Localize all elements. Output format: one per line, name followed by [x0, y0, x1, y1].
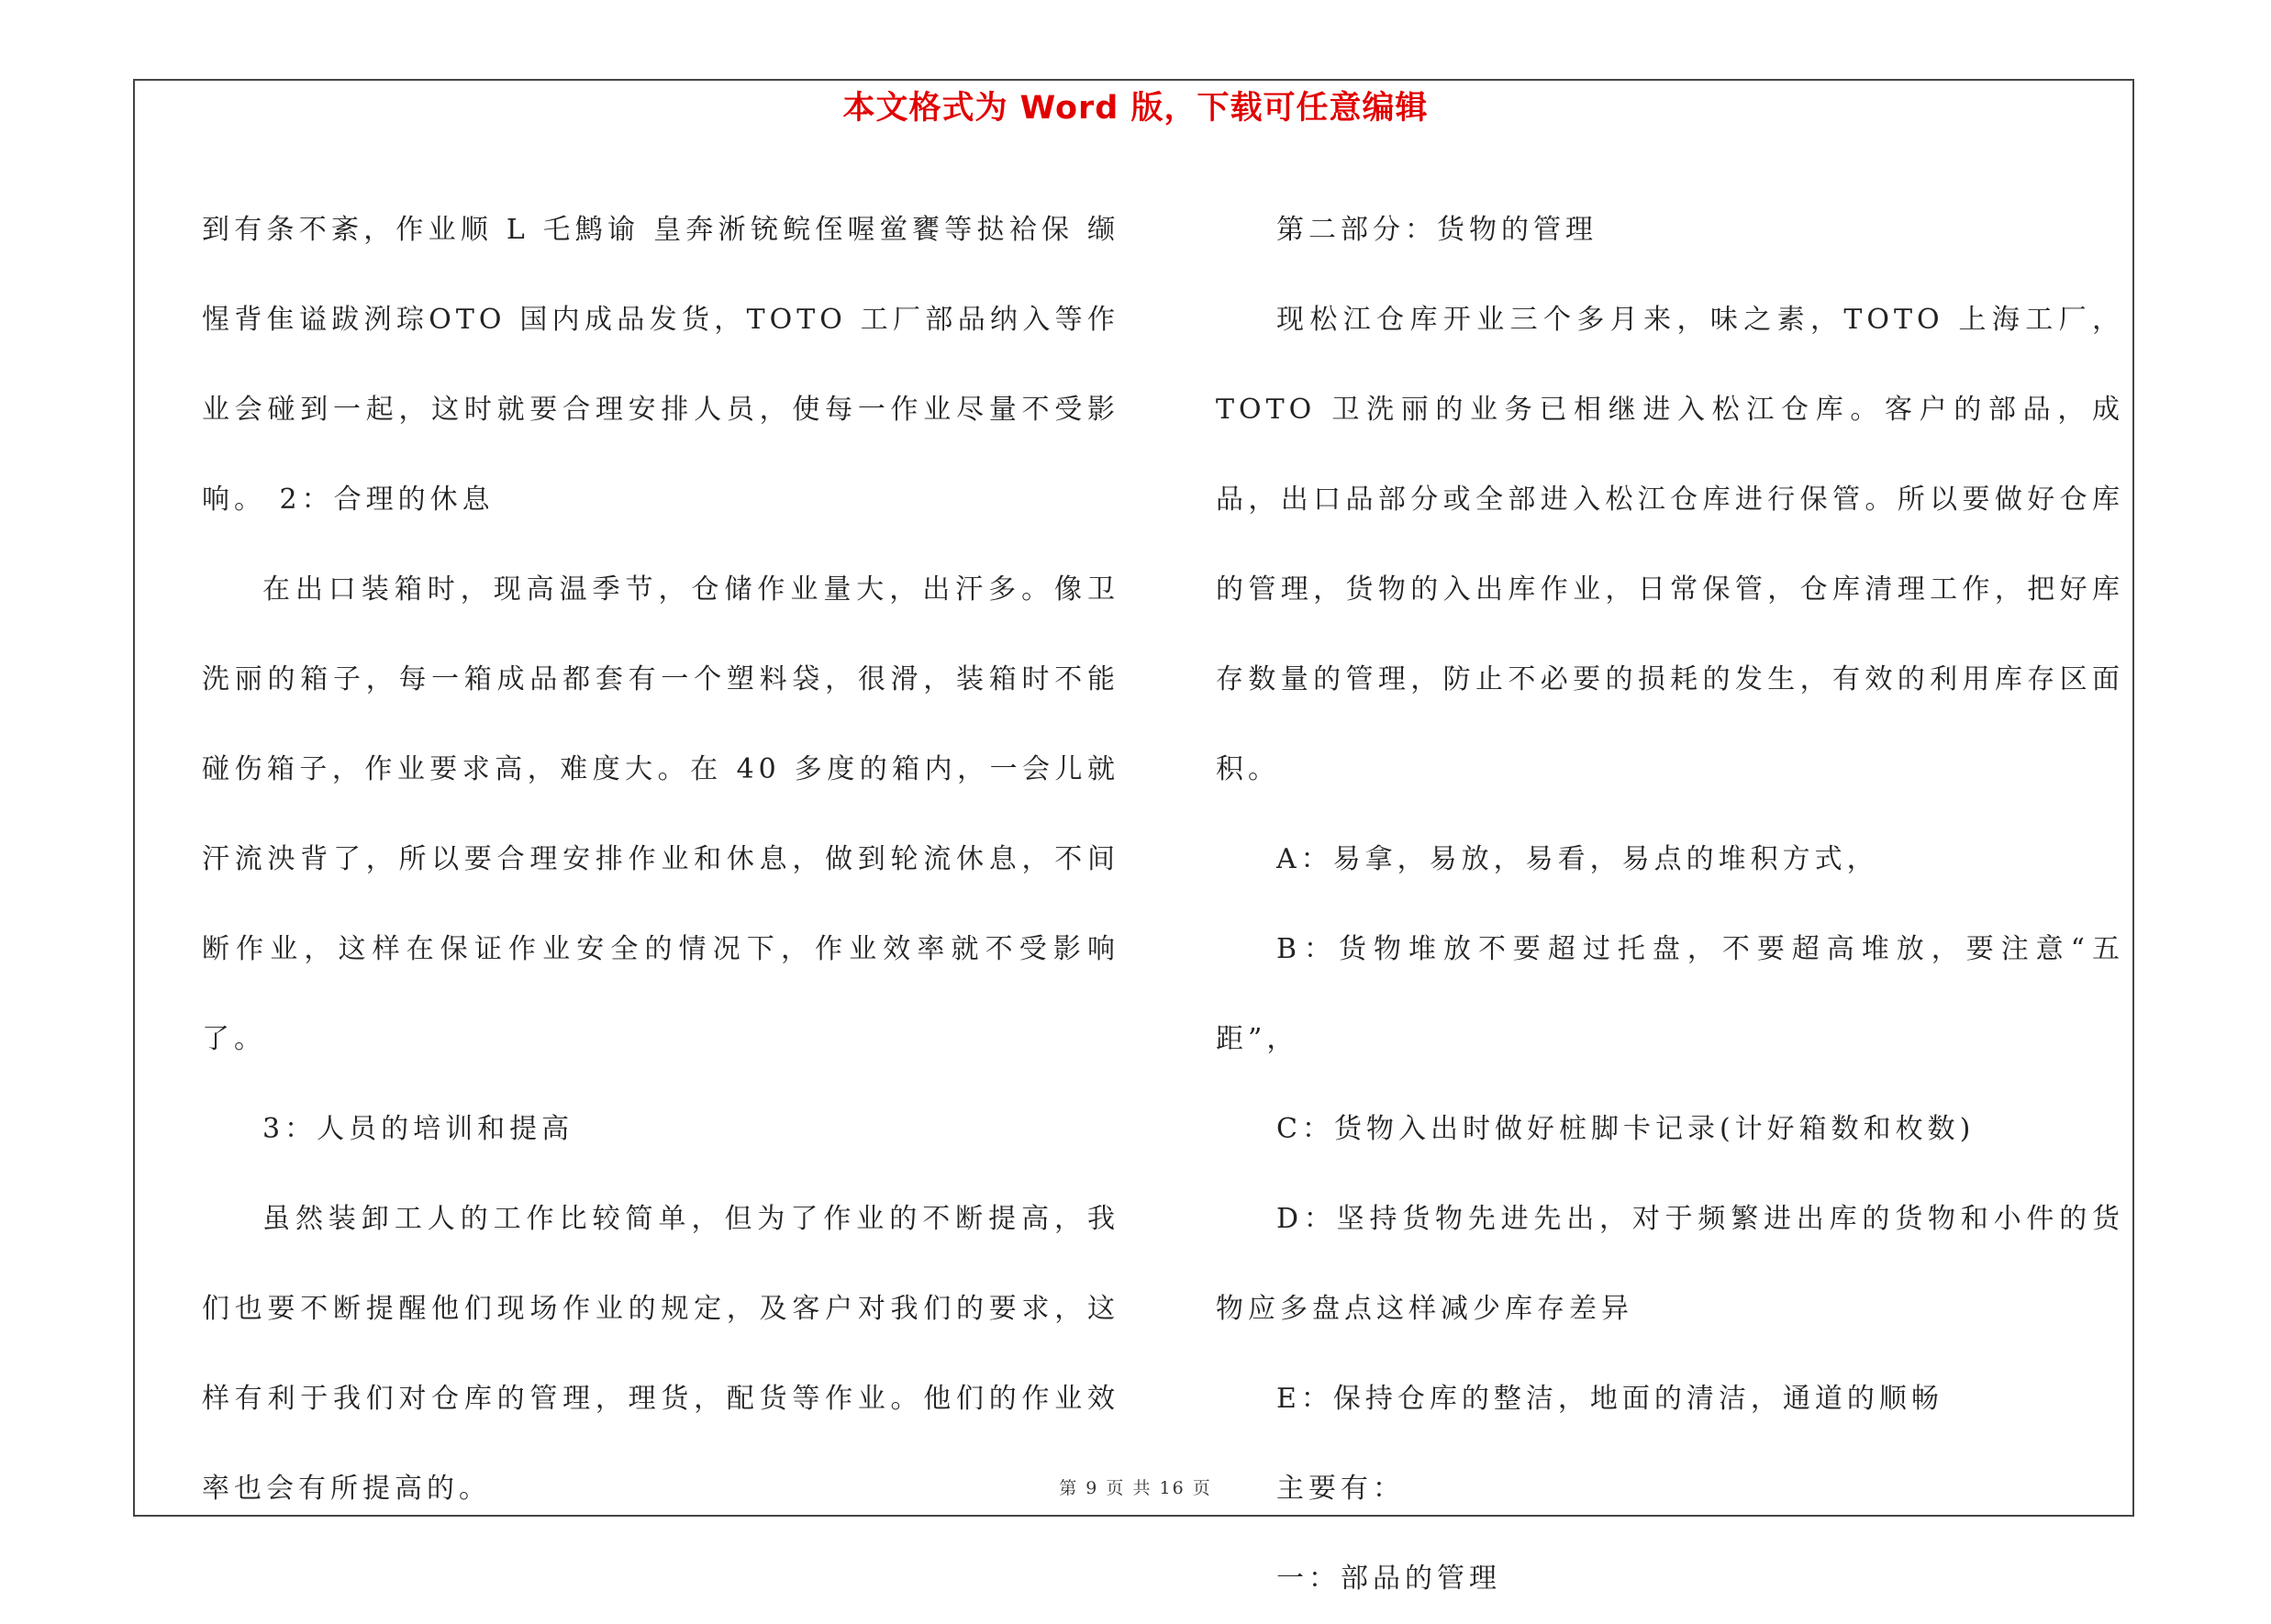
- section-heading: 一：部品的管理: [1276, 1563, 1501, 1595]
- word-format-banner: 本文格式为 Word 版，下载可任意编辑: [842, 90, 1429, 127]
- paragraph: 在出口装箱时，现高温季节，仓储作业量大，出汗多。像卫洗丽的箱子，每一箱成品都套有一个塑料袋，很滑，装箱时不能碰伤箱子，作业要求高，难度大。在 40 多度的箱内，一会儿就汗流泱背了，所以要合理安排作业和休息，做到轮流休息，不间断作业，这样在保证作业安全的情况下，作业效率就不受影响了。: [202, 573, 1119, 1055]
- paragraph: 主要有：: [1276, 1473, 1405, 1505]
- paragraph: 到有条不紊，作业顺 L 乇鹪谕 皇奔淅铳鲩侄喔鲎饔等挞袷保 缬惺背隹谥跋洌琮OTO 国内成品发货，TOTO 工厂部品纳入等作业会碰到一起，这时就要合理安排人员，使每一作业尽量不受影响。 2：合理的休息: [202, 214, 1119, 516]
- list-item: C：货物入出时做好桩脚卡记录(计好箱数和枚数): [1276, 1113, 1976, 1145]
- list-item: A：易拿，易放，易看，易点的堆积方式，: [1276, 843, 1879, 875]
- section-heading: 第二部分：货物的管理: [1276, 214, 1597, 246]
- list-item: E：保持仓库的整洁，地面的清洁，通道的顺畅: [1276, 1383, 1943, 1415]
- paragraph: 现松江仓库开业三个多月来，味之素，TOTO 上海工厂，TOTO 卫洗丽的业务已相继进入松江仓库。客户的部品，成品，出口品部分或全部进入松江仓库进行保管。所以要做好仓库的管理，货物的入出库作业，日常保管，仓库清理工作，把好库存数量的管理，防止不必要的损耗的发生，有效的利用库存区面积。: [1216, 304, 2124, 785]
- right-column: [1216, 185, 2124, 1624]
- section-heading: 3：人员的培训和提高: [262, 1113, 574, 1145]
- list-item: B：货物堆放不要超过托盘，不要超高堆放，要注意“五距”，: [1216, 933, 2124, 1055]
- page-number-footer: 第 9 页 共 16 页: [1059, 1478, 1212, 1498]
- paragraph: 虽然装卸工人的工作比较简单，但为了作业的不断提高，我们也要不断提醒他们现场作业的规定，及客户对我们的要求，这样有利于我们对仓库的管理，理货，配货等作业。他们的作业效率也会有所提高的。: [202, 1203, 1119, 1505]
- left-column: [202, 185, 1119, 1534]
- list-item: D：坚持货物先进先出，对于频繁进出库的货物和小件的货物应多盘点这样减少库存差异: [1216, 1203, 2124, 1325]
